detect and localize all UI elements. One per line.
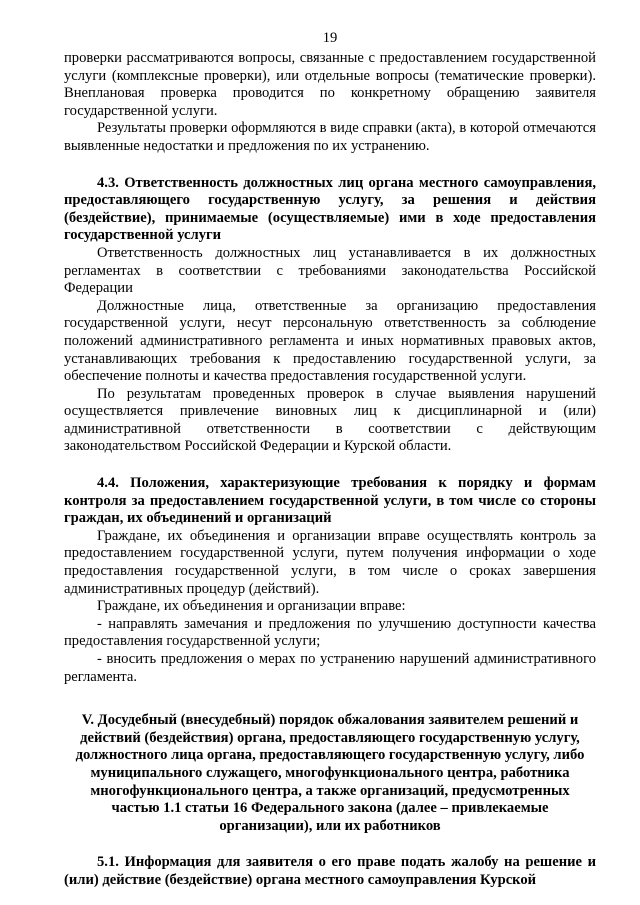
paragraph-personal-responsibility: Должностные лица, ответственные за организацию предоставления государственной услуги, несут персональную ответственность за соблюдение положений административного регламента и иных нормативных правовых актов, устанавливающих требования к предоставлению государственной услуги, за обеспечение полноты и качества предоставления государственной услуги. [64,297,596,385]
paragraph-citizen-rights: Граждане, их объединения и организации вправе: [97,598,406,615]
paragraph-inspection-results: Результаты проверки оформляются в виде справки (акта), в которой отмечаются выявленные недостатки и предложения по их устранению. [64,120,596,154]
paragraph-responsibility-regulations: Ответственность должностных лиц устанавливается в их должностных регламентах в соответствии с требованиями законодательства Российской Федерации [64,244,596,297]
paragraph-citizen-control: Граждане, их объединения и организации вправе осуществлять контроль за предоставлением государственной услуги, путем получения информации о ходе предоставления государственной услуги, в том числе о сроках завершения административных процедур (действий). [64,527,596,597]
heading-4-3: 4.3. Ответственность должностных лиц органа местного самоуправления, предоставляющего государственную услугу, за решения и действия (бездействие), принимаемые (осуществляемые) ими в ходе предоставления государственной услуги [64,174,596,244]
list-item-submit-proposals: - вносить предложения о мерах по устранению нарушений административного регламента. [64,651,596,685]
heading-4-4: 4.4. Положения, характеризующие требования к порядку и формам контроля за предоставлением государственной услуги, в том числе со стороны граждан, их объединений и организаций [64,475,596,527]
paragraph-violation-consequences: По результатам проведенных проверок в случае выявления нарушений осуществляется привлечение виновных лиц к дисциплинарной и (или) административной ответственности в соответствии с действующим законодательством Российской Федерации и Курской области. [64,385,596,455]
paragraph-inspection-types: проверки рассматриваются вопросы, связанные с предоставлением государственной услуги (комплексные проверки), или отдельные вопросы (тематические проверки). Внеплановая проверка проводится по конкретному обращению заявителя государственной услуги. [64,50,596,119]
heading-5-1: 5.1. Информация для заявителя о его праве подать жалобу на решение и (или) действие (бездействие) органа местного самоуправления Курской [64,854,596,888]
document-page [64,30,596,890]
section-v-heading: V. Досудебный (внесудебный) порядок обжалования заявителем решений и действий (бездействия) органа, предоставляющего государственную услугу, должностного лица органа, предоставляющего государственную услугу, либо муниципального служащего, многофункционального центра, работника многофункционального центра, а также организаций, предусмотренных частью 1.1 статьи 16 Федерального закона (далее – привлекаемые организации), или их работников [75,712,585,834]
page-number: 19 [322,30,338,46]
list-item-send-remarks: - направлять замечания и предложения по улучшению доступности качества предоставления государственной услуги; [64,615,596,650]
